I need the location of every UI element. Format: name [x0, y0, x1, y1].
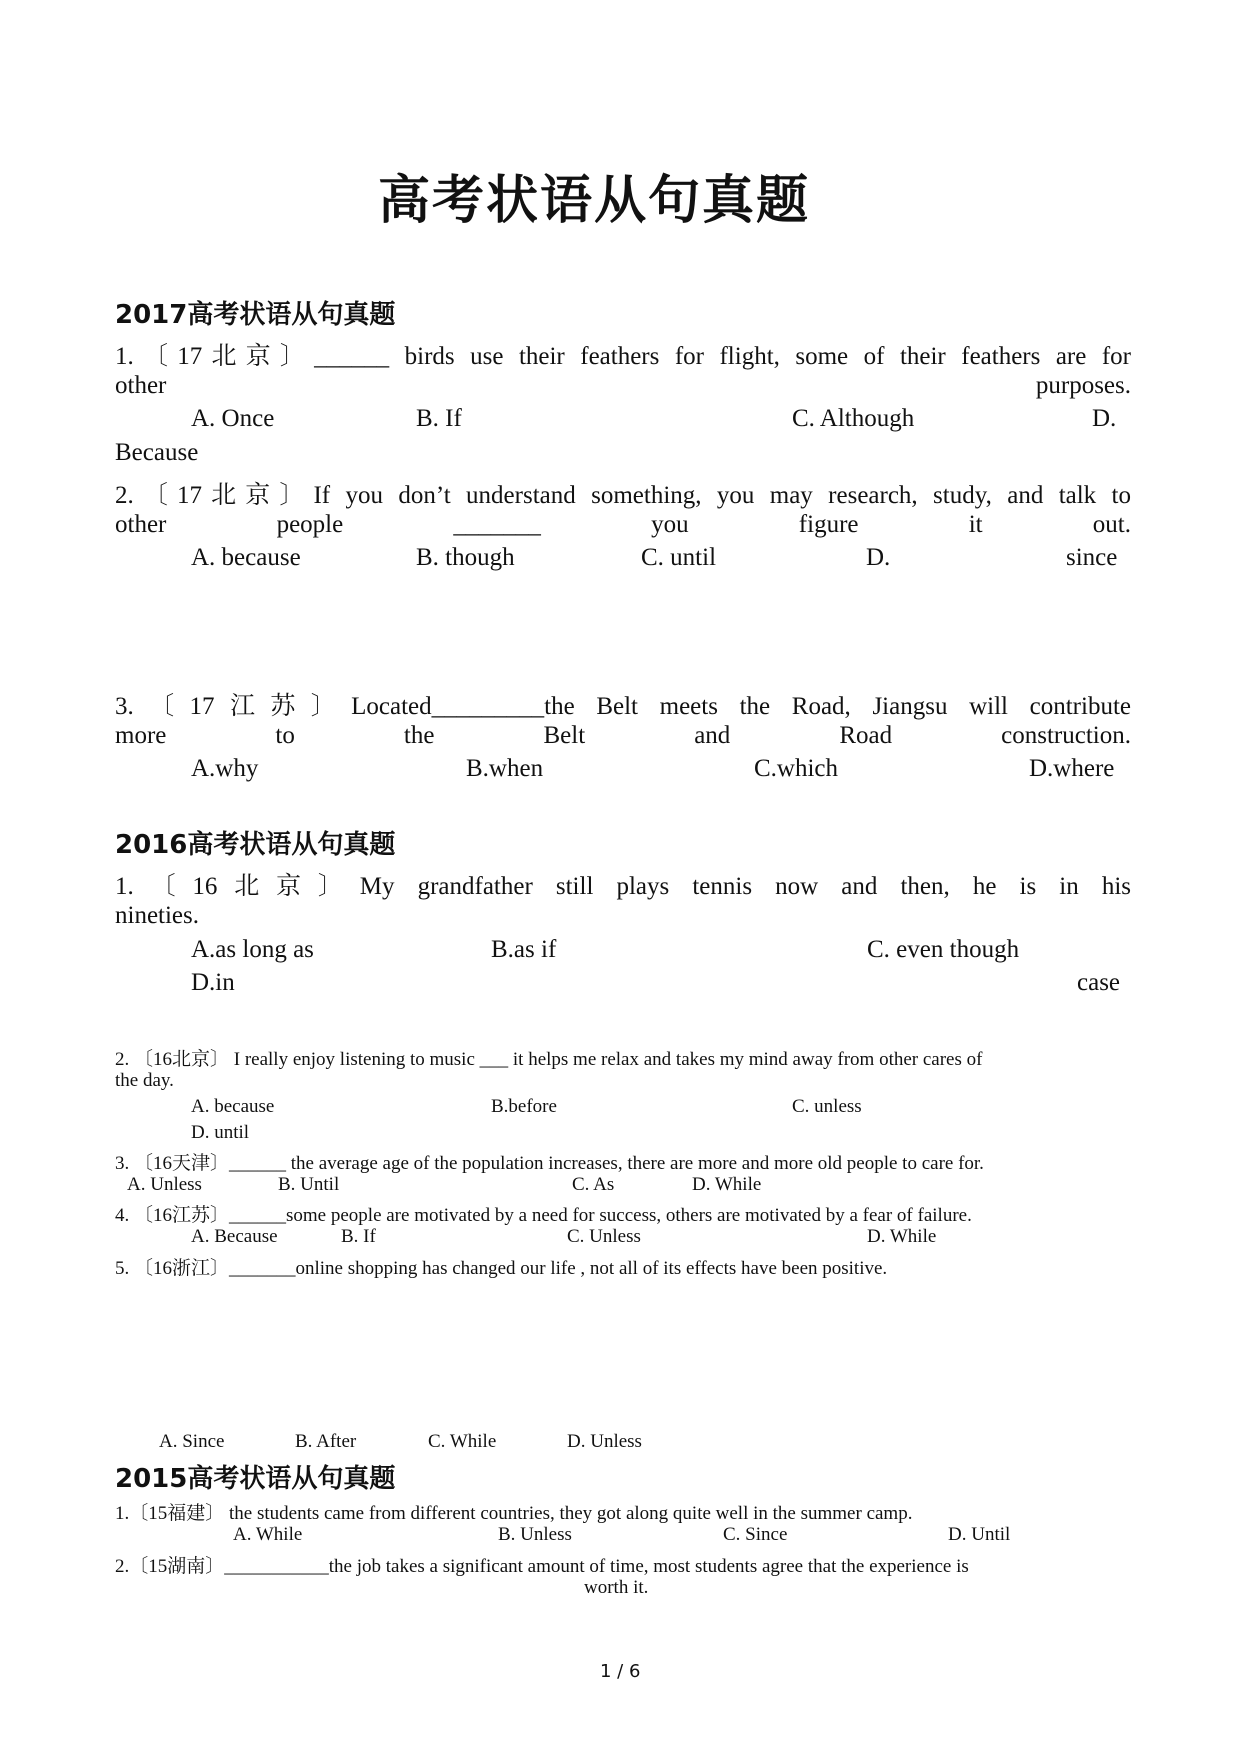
q2016-3-line1: 3. 〔16天津〕______ the average age of the population increases, there are more and more old people to care for.	[115, 1153, 984, 1174]
section-heading-2016: 2016高考状语从句真题	[115, 830, 396, 860]
q2017-2-line2: other people _______ you figure it out.	[115, 511, 1131, 538]
q2016-3-option-d: D. While	[692, 1174, 762, 1195]
q2017-1-line2: other purposes.	[115, 372, 1131, 399]
q2015-1-option-a: A. While	[233, 1524, 303, 1545]
q2016-4-option-b: B. If	[341, 1226, 376, 1247]
q2016-2-option-c: C. unless	[792, 1096, 862, 1117]
q2016-1-option-a: A.as long as	[191, 936, 314, 963]
q2016-2-line1: 2. 〔16北京〕 I really enjoy listening to music ___ it helps me relax and takes my mind away from other cares of	[115, 1049, 983, 1070]
q2017-2-option-b: B. though	[416, 544, 515, 571]
q2016-5-option-c: C. While	[428, 1431, 497, 1452]
section-heading-2015: 2015高考状语从句真题	[115, 1464, 396, 1494]
q2017-3-line1: 3.〔17江苏〕Located_________the Belt meets the Road, Jiangsu will contribute	[115, 693, 1131, 720]
q2015-1-option-d: D. Until	[948, 1524, 1011, 1545]
q2015-2-line2: worth it.	[584, 1577, 649, 1598]
q2017-3-option-c: C.which	[754, 755, 839, 782]
q2016-5-option-b: B. After	[295, 1431, 357, 1452]
q2016-2-option-d: D. until	[191, 1122, 250, 1143]
q2015-1-line1: 1.〔15福建〕 the students came from different countries, they got along quite well in the summer camp.	[115, 1503, 913, 1524]
q2017-1-option-b: B. If	[416, 405, 462, 432]
q2016-1-option-c: C. even though	[867, 936, 1020, 963]
q2017-2-option-a: A. because	[191, 544, 301, 571]
q2017-3-option-a: A.why	[191, 755, 259, 782]
q2016-4-option-c: C. Unless	[567, 1226, 641, 1247]
q2016-5-option-a: A. Since	[159, 1431, 225, 1452]
section-heading-2017: 2017高考状语从句真题	[115, 300, 396, 330]
q2016-2-option-a: A. because	[191, 1096, 275, 1117]
q2017-2-option-d-text: since	[1066, 544, 1118, 571]
q2015-2-line1: 2.〔15湖南〕___________the job takes a significant amount of time, most students agree that the experience is	[115, 1556, 969, 1577]
q2016-4-line1: 4. 〔16江苏〕______some people are motivated by a need for success, others are motivated by a fear of failure.	[115, 1205, 972, 1226]
q2016-3-option-a: A. Unless	[127, 1174, 202, 1195]
q2017-1-option-d: D.	[1092, 405, 1117, 432]
q2017-1-option-a: A. Once	[191, 405, 275, 432]
q2017-2-option-d: D.	[866, 544, 891, 571]
q2016-1-option-d: D.in	[191, 969, 235, 996]
q2017-1-option-d-text: Because	[115, 439, 199, 466]
q2015-1-option-c: C. Since	[723, 1524, 788, 1545]
q2016-3-option-c: C. As	[572, 1174, 615, 1195]
page-number: 1 / 6	[600, 1661, 641, 1682]
q2017-3-line2: more to the Belt and Road construction.	[115, 722, 1131, 749]
q2015-1-option-b: B. Unless	[498, 1524, 572, 1545]
q2017-2-line1: 2.〔17北京〕If you don’t understand something, you may research, study, and talk to	[115, 482, 1131, 509]
q2017-2-option-c: C. until	[641, 544, 717, 571]
q2016-1-line1: 1.〔16北京〕My grandfather still plays tennis now and then, he is in his	[115, 873, 1131, 900]
q2017-3-option-d: D.where	[1029, 755, 1115, 782]
q2016-1-line2: nineties.	[115, 902, 200, 929]
q2016-4-option-a: A. Because	[191, 1226, 278, 1247]
q2017-1-option-c: C. Although	[792, 405, 915, 432]
q2016-5-line1: 5. 〔16浙江〕_______online shopping has changed our life , not all of its effects have been positive.	[115, 1258, 888, 1279]
page-title: 高考状语从句真题	[378, 171, 811, 231]
q2016-5-option-d: D. Unless	[567, 1431, 642, 1452]
q2016-4-option-d: D. While	[867, 1226, 937, 1247]
q2016-1-option-b: B.as if	[491, 936, 557, 963]
q2016-2-option-b: B.before	[491, 1096, 557, 1117]
q2017-1-line1: 1.〔17北京〕______ birds use their feathers for flight, some of their feathers are for	[115, 343, 1131, 370]
q2016-1-option-d-text: case	[1077, 969, 1121, 996]
q2016-3-option-b: B. Until	[278, 1174, 340, 1195]
q2016-2-line2: the day.	[115, 1070, 174, 1091]
q2017-3-option-b: B.when	[466, 755, 544, 782]
